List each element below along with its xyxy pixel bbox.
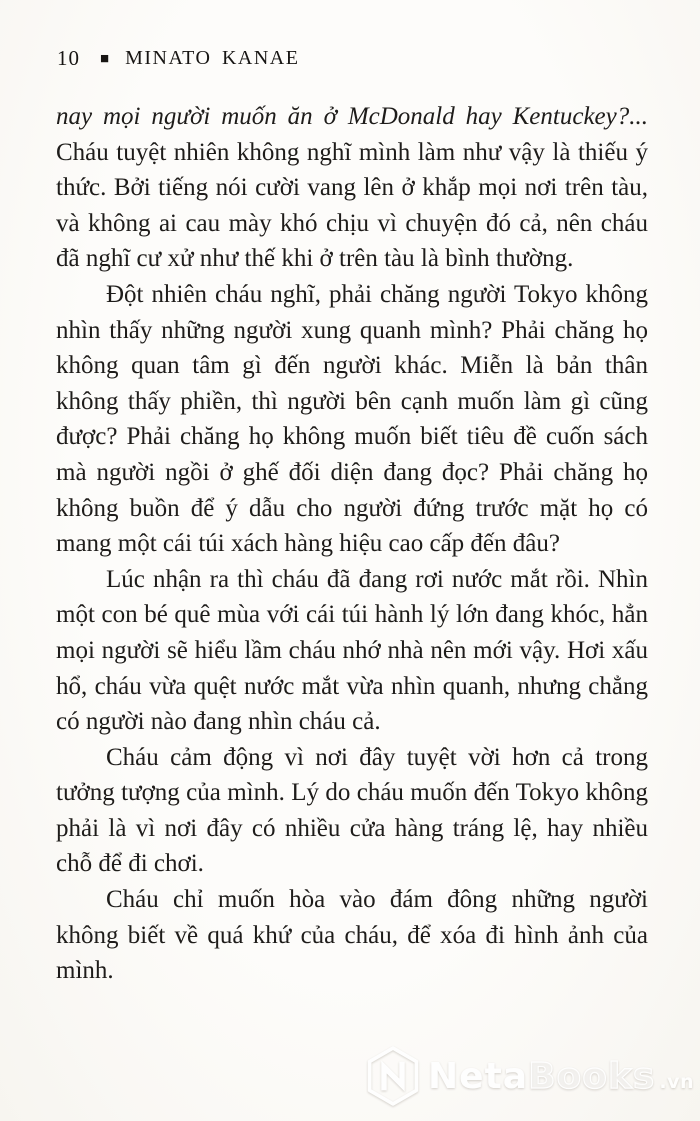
paragraph-2: Đột nhiên cháu nghĩ, phải chăng người Tokyo không nhìn thấy những người xung quanh mình? Phải chăng họ không quan tâm gì đến người khác. Miễn là bản thân không thấy phiền, thì người bên cạnh muốn làm gì cũng được? Phải chăng họ không muốn biết tiêu đề cuốn sách mà người ngồi ở ghế đối diện đang đọc? Phải chăng họ không buồn để ý dẫu cho người đứng trước mặt họ có mang một cái túi xách hàng hiệu cao cấp đến đâu? (56, 280, 648, 558)
wordmark-prefix: Neta (428, 1055, 529, 1097)
running-title: MINATO KANAE (125, 47, 300, 69)
netabooks-watermark (366, 1045, 694, 1107)
paragraph-1-text: Cháu tuyệt nhiên không nghĩ mình làm như vậy là thiếu ý thức. Bởi tiếng nói cười vang lên ở khắp mọi nơi trên tàu, và không ai cau mày khó chịu vì chuyện đó cả, nên cháu đã nghĩ cư xử như thế khi ở trên tàu là bình thường. (56, 138, 648, 273)
paragraph-3: Lúc nhận ra thì cháu đã đang rơi nước mắt rồi. Nhìn một con bé quê mùa với cái túi hành lý lớn đang khóc, hẳn mọi người sẽ hiểu lầm cháu nhớ nhà nên mới vậy. Hơi xấu hổ, cháu vừa quệt nước mắt vừa nhìn quanh, nhưng chẳng có người nào đang nhìn cháu cả. (56, 565, 648, 736)
square-separator-icon: ■ (100, 51, 110, 67)
netabooks-wordmark (428, 1056, 694, 1097)
paragraph-4: Cháu cảm động vì nơi đây tuyệt vời hơn cả trong tưởng tượng của mình. Lý do cháu muốn đến Tokyo không phải là vì nơi đây có nhiều cửa hàng tráng lệ, hay nhiều chỗ để đi chơi. (56, 743, 648, 878)
wordmark-suffix: Books (528, 1055, 656, 1097)
page-number: 10 (57, 46, 80, 70)
paragraph-1 (56, 99, 648, 277)
netabooks-hexagon-logo-icon (366, 1045, 420, 1107)
paragraph-5: Cháu chỉ muốn hòa vào đám đông những người không biết về quá khứ của cháu, để xóa đi hình ảnh của mình. (56, 886, 648, 985)
wordmark-tld: .vn (659, 1070, 694, 1093)
page-header (57, 46, 299, 71)
body-text (56, 99, 648, 989)
italic-lead-quote: nay mọi người muốn ăn ở McDonald hay Kentuckey?... (56, 103, 648, 130)
